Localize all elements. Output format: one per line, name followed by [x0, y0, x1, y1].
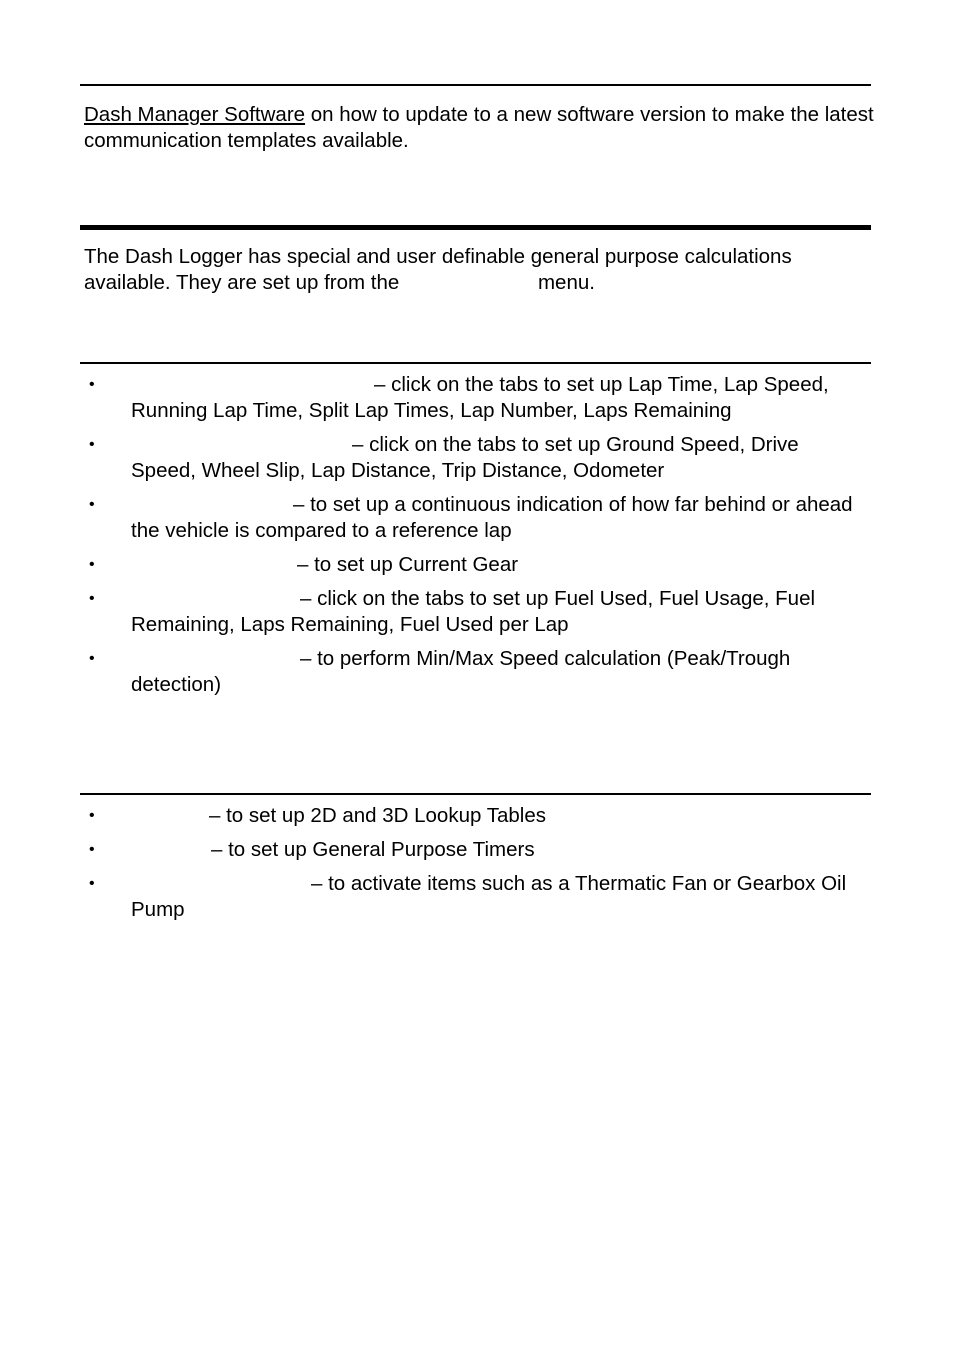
- bullet: •: [89, 496, 95, 513]
- bullet: •: [89, 556, 95, 573]
- intro-text: on how to update to a new software version to make the latest communication templates available.: [84, 103, 874, 152]
- calculations-text: The Dash Logger has special and user definable general purpose calculations available. They are set up from the: [84, 245, 792, 294]
- list-item: • – click on the tabs to set up Lap Time, Lap Speed, Running Lap Time, Split Lap Times, Lap Number, Laps Remaining: [89, 373, 829, 422]
- list-item: • – click on the tabs to set up Fuel Used, Fuel Usage, Fuel Remaining, Laps Remaining, Fuel Used per Lap: [89, 587, 816, 636]
- section-heading-rule: [80, 225, 871, 230]
- bullet: •: [89, 650, 95, 667]
- bullet: •: [89, 376, 95, 393]
- bullet: •: [89, 436, 95, 453]
- bullet: •: [89, 841, 95, 858]
- intro-paragraph: [84, 102, 874, 154]
- calculations-menu-text: menu.: [537, 271, 595, 294]
- general-calculations-rule: [80, 793, 871, 795]
- general-calculations-list: [84, 803, 864, 931]
- list-item: • – to set up 2D and 3D Lookup Tables: [89, 804, 546, 827]
- bullet: •: [89, 590, 95, 607]
- list-item: • – click on the tabs to set up Ground Speed, Drive Speed, Wheel Slip, Lap Distance, Trip Distance, Odometer: [89, 433, 799, 482]
- special-calculations-rule: [80, 362, 871, 364]
- bullet: •: [89, 875, 95, 892]
- calculations-paragraph: [84, 244, 874, 296]
- dash-manager-software-link[interactable]: Dash Manager Software: [84, 103, 306, 126]
- bullet: •: [89, 807, 95, 824]
- list-item: • – to set up Current Gear: [89, 553, 519, 576]
- list-item: • – to perform Min/Max Speed calculation (Peak/Trough detection): [89, 647, 791, 696]
- list-item: • – to set up a continuous indication of how far behind or ahead the vehicle is compared to a reference lap: [89, 493, 853, 542]
- list-item: • – to activate items such as a Thermatic Fan or Gearbox Oil Pump: [89, 872, 847, 921]
- special-calculations-list: [84, 372, 864, 706]
- top-rule: [80, 84, 871, 86]
- list-item: • – to set up General Purpose Timers: [89, 838, 535, 861]
